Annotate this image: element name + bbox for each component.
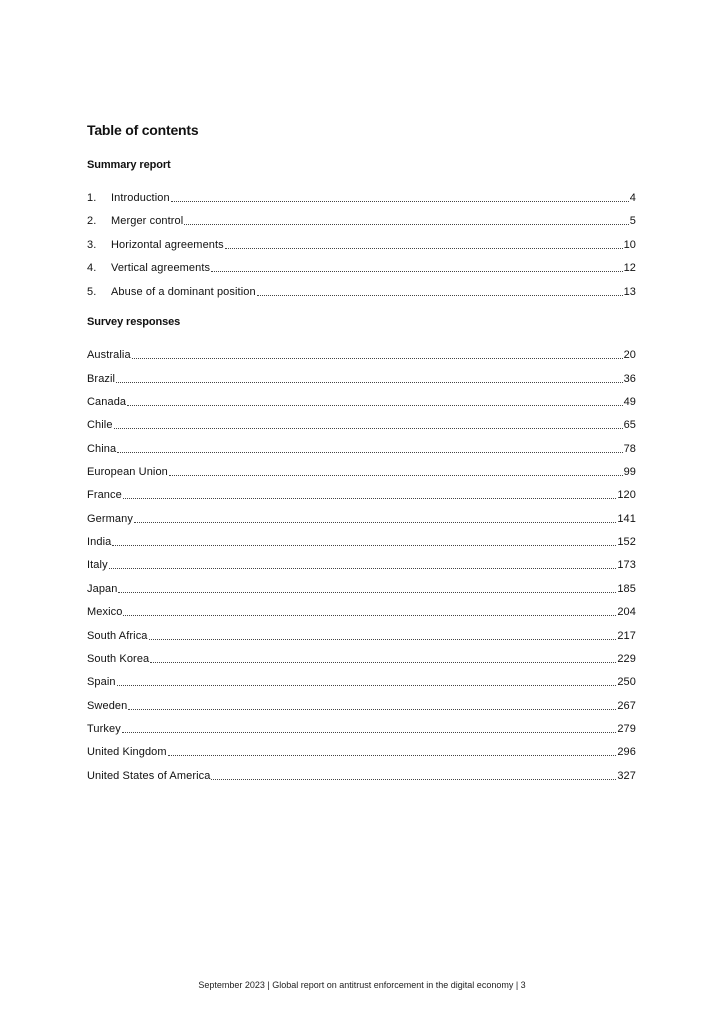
toc-page-number: 204: [617, 606, 636, 618]
toc-label: Brazil: [87, 373, 116, 385]
survey-heading: Survey responses: [87, 316, 181, 328]
toc-page-number: 267: [617, 700, 636, 712]
toc-entry-united-states-of-america[interactable]: [87, 767, 636, 783]
toc-page-number: 141: [617, 513, 636, 525]
dot-leader: [168, 755, 617, 756]
toc-number: 3.: [87, 239, 97, 251]
toc-page-number: 296: [617, 746, 636, 758]
dot-leader: [117, 685, 617, 686]
toc-page-number: 4: [629, 192, 636, 204]
toc-page-number: 279: [617, 723, 636, 735]
toc-label: United Kingdom: [87, 746, 167, 758]
toc-page-number: 152: [617, 536, 636, 548]
toc-entry-merger-control[interactable]: [87, 212, 636, 228]
dot-leader: [225, 248, 623, 249]
dot-leader: [128, 709, 616, 710]
dot-leader: [257, 295, 623, 296]
toc-label: Turkey: [87, 723, 121, 735]
toc-label: Australia: [87, 349, 131, 361]
toc-label: South Africa: [87, 630, 148, 642]
toc-label: Horizontal agreements: [111, 239, 224, 251]
dot-leader: [211, 779, 616, 780]
toc-entry-india[interactable]: [87, 533, 636, 549]
toc-label: Canada: [87, 396, 127, 408]
toc-label: Germany: [87, 513, 133, 525]
toc-page-number: 65: [623, 419, 636, 431]
toc-page-number: 5: [629, 215, 636, 227]
toc-page-number: 13: [623, 286, 636, 298]
toc-entry-japan[interactable]: [87, 580, 636, 596]
toc-label: Mexico: [87, 606, 123, 618]
toc-label: Sweden: [87, 700, 128, 712]
toc-label: Introduction: [111, 192, 170, 204]
toc-number: 1.: [87, 192, 97, 204]
toc-label: India: [87, 536, 112, 548]
toc-label: Chile: [87, 419, 113, 431]
toc-label: Vertical agreements: [111, 262, 211, 274]
toc-page-number: 185: [617, 583, 636, 595]
toc-label: Spain: [87, 676, 116, 688]
toc-entry-china[interactable]: [87, 440, 636, 456]
dot-leader: [132, 358, 623, 359]
dot-leader: [184, 224, 628, 225]
toc-entry-abuse-of-dominant-position[interactable]: [87, 283, 636, 299]
toc-entry-spain[interactable]: [87, 673, 636, 689]
toc-entry-introduction[interactable]: [87, 189, 636, 205]
dot-leader: [117, 452, 622, 453]
toc-label: South Korea: [87, 653, 150, 665]
toc-page-number: 10: [623, 239, 636, 251]
toc-page-number: 327: [617, 770, 636, 782]
toc-entry-germany[interactable]: [87, 510, 636, 526]
toc-entry-brazil[interactable]: [87, 370, 636, 386]
toc-number: 2.: [87, 215, 97, 227]
toc-page-number: 20: [623, 349, 636, 361]
dot-leader: [211, 271, 622, 272]
toc-label: Merger control: [111, 215, 184, 227]
dot-leader: [150, 662, 616, 663]
toc-page-number: 12: [623, 262, 636, 274]
summary-heading: Summary report: [87, 159, 171, 171]
toc-entry-vertical-agreements[interactable]: [87, 259, 636, 275]
toc-title: Table of contents: [87, 122, 199, 138]
toc-page-number: 99: [623, 466, 636, 478]
toc-page-number: 36: [623, 373, 636, 385]
dot-leader: [169, 475, 623, 476]
toc-label: China: [87, 443, 117, 455]
page-footer: September 2023 | Global report on antitrust enforcement in the digital economy | 3: [198, 980, 526, 990]
dot-leader: [118, 592, 616, 593]
toc-entry-sweden[interactable]: [87, 697, 636, 713]
toc-page-number: 217: [617, 630, 636, 642]
toc-label: Japan: [87, 583, 118, 595]
toc-label: United States of America: [87, 770, 211, 782]
dot-leader: [112, 545, 616, 546]
dot-leader: [123, 615, 616, 616]
toc-entry-france[interactable]: [87, 486, 636, 502]
toc-entry-chile[interactable]: [87, 416, 636, 432]
toc-entry-italy[interactable]: [87, 556, 636, 572]
dot-leader: [114, 428, 623, 429]
dot-leader: [149, 639, 617, 640]
dot-leader: [171, 201, 629, 202]
toc-label: France: [87, 489, 122, 501]
toc-label: European Union: [87, 466, 168, 478]
toc-number: 5.: [87, 286, 97, 298]
toc-page-number: 250: [617, 676, 636, 688]
toc-label: Italy: [87, 559, 108, 571]
toc-entry-south-korea[interactable]: [87, 650, 636, 666]
dot-leader: [127, 405, 622, 406]
dot-leader: [123, 498, 617, 499]
toc-entry-turkey[interactable]: [87, 720, 636, 736]
toc-number: 4.: [87, 262, 97, 274]
toc-entry-australia[interactable]: [87, 346, 636, 362]
toc-entry-south-africa[interactable]: [87, 627, 636, 643]
toc-entry-european-union[interactable]: [87, 463, 636, 479]
toc-page-number: 229: [617, 653, 636, 665]
toc-entry-canada[interactable]: [87, 393, 636, 409]
toc-entry-mexico[interactable]: [87, 603, 636, 619]
toc-page-number: 49: [623, 396, 636, 408]
dot-leader: [116, 382, 622, 383]
toc-label: Abuse of a dominant position: [111, 286, 256, 298]
dot-leader: [122, 732, 617, 733]
dot-leader: [134, 522, 616, 523]
toc-page-number: 120: [617, 489, 636, 501]
dot-leader: [109, 568, 617, 569]
toc-page-number: 173: [617, 559, 636, 571]
toc-entry-united-kingdom[interactable]: [87, 743, 636, 759]
toc-entry-horizontal-agreements[interactable]: [87, 236, 636, 252]
toc-page-number: 78: [623, 443, 636, 455]
